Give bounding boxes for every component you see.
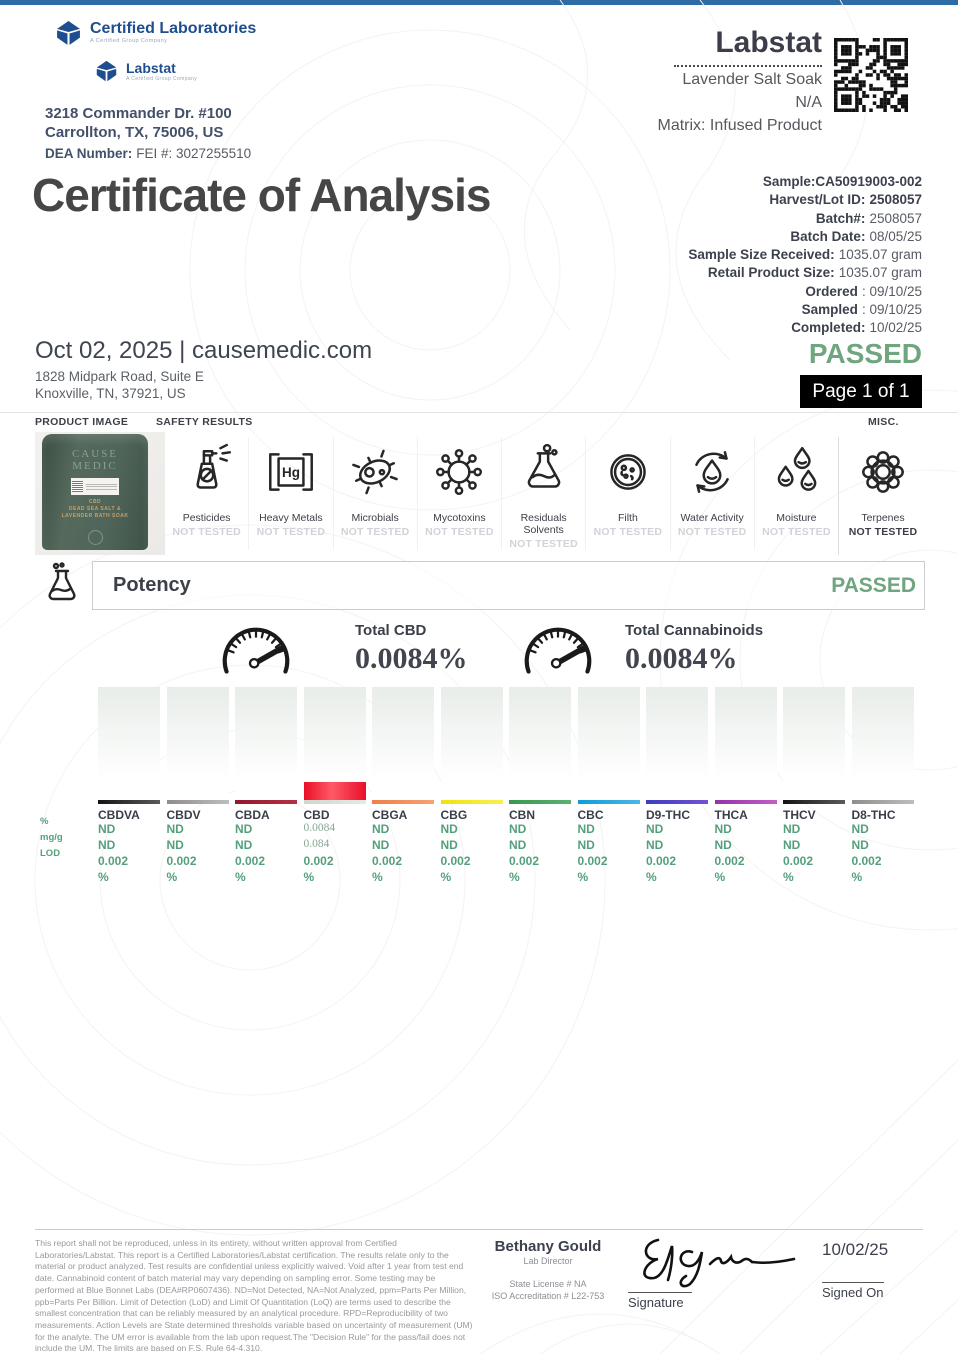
analyte-color-underline — [441, 800, 503, 804]
analyte-mgg: ND — [714, 838, 732, 852]
analyte-row-labels — [40, 814, 63, 862]
bag-gold-line3: LAVENDER BATH SOAK — [61, 513, 129, 519]
sample-info-row — [688, 246, 922, 264]
report-date-and-site: Oct 02, 2025 | causemedic.com — [35, 337, 373, 364]
sample-info-value: 2508057 — [869, 192, 922, 208]
report-product-header — [657, 26, 822, 136]
analyte-name: CBD — [303, 808, 330, 822]
safety-test-name: Microbials — [351, 512, 399, 524]
analyte-mgg: ND — [166, 838, 184, 852]
lab-address-line2: Carrollton, TX, 75006, US — [45, 124, 224, 141]
lab-name-heading: Labstat — [674, 26, 822, 67]
signer-title: Lab Director — [523, 1256, 573, 1266]
analyte-color-underline — [509, 800, 571, 804]
analyte-column-cbc — [578, 687, 640, 886]
analyte-mgg: ND — [372, 838, 390, 852]
dea-label: DEA Number: — [45, 146, 133, 161]
misc-divider — [838, 437, 839, 555]
pesticides-icon — [178, 443, 236, 501]
sample-info-label: Harvest/Lot ID: — [769, 192, 866, 208]
sample-info-row — [688, 191, 922, 209]
analyte-color-underline — [715, 800, 777, 804]
moisture-icon — [767, 443, 825, 501]
analyte-bar-track — [646, 687, 708, 800]
section-divider — [0, 412, 958, 413]
analyte-bar-track — [578, 687, 640, 800]
analyte-column-cbn — [509, 687, 571, 886]
bag-gold-line1: CBD — [88, 499, 102, 505]
analyte-name: D9-THC — [646, 808, 690, 822]
lab-address — [45, 104, 251, 163]
client-block — [35, 337, 372, 402]
analyte-column-cbdva — [98, 687, 160, 886]
analyte-lod: 0.002 — [783, 854, 814, 868]
water-activity-icon — [683, 443, 741, 501]
analyte-percent: ND — [577, 822, 595, 836]
filth-icon — [599, 443, 657, 501]
analyte-mgg: 0.084 — [303, 838, 330, 850]
cannabinoid-bar-chart — [98, 687, 920, 886]
safety-test-status: NOT TESTED — [256, 526, 326, 538]
analyte-percent: ND — [235, 822, 253, 836]
analyte-bar-track — [372, 687, 434, 800]
analyte-name: D8-THC — [851, 808, 896, 822]
analyte-column-thca — [715, 687, 777, 886]
analyte-lod: 0.002 — [509, 854, 540, 868]
analyte-lod-unit: % — [166, 870, 178, 884]
analyte-percent: ND — [783, 822, 801, 836]
analyte-bar-track — [235, 687, 297, 800]
total-cannabinoids-value: 0.0084% — [625, 642, 738, 675]
analyte-mgg: ND — [509, 838, 527, 852]
analyte-lod: 0.002 — [714, 854, 745, 868]
safety-test-status: NOT TESTED — [425, 526, 494, 538]
potency-flask-icon — [42, 562, 82, 608]
analyte-percent: ND — [98, 822, 116, 836]
safety-test-status: NOT TESTED — [509, 538, 578, 550]
analyte-color-underline — [852, 800, 914, 804]
analyte-percent: ND — [440, 822, 458, 836]
safety-test-mycotoxins — [418, 437, 502, 550]
product-photo — [35, 432, 165, 555]
analyte-mgg: ND — [783, 838, 801, 852]
sample-info-value: CA50919003-002 — [815, 174, 922, 189]
bag-gold-text — [42, 499, 148, 520]
analyte-lod-unit: % — [372, 870, 383, 884]
analyte-lod: 0.002 — [235, 854, 266, 868]
analyte-bar-track — [509, 687, 571, 800]
analyte-bar-track — [783, 687, 845, 800]
bag-label-qr — [72, 481, 83, 492]
safety-test-name: Heavy Metals — [259, 512, 323, 524]
safety-test-status: NOT TESTED — [677, 526, 747, 538]
bag-brand-line2: MEDIC — [72, 460, 118, 472]
sample-info-value: 1035.07 gram — [838, 247, 922, 263]
analyte-percent: ND — [166, 822, 184, 836]
labstat-tagline: A Certified Group Company — [126, 76, 198, 82]
analyte-bar-track — [441, 687, 503, 800]
bag-brand-text — [42, 448, 148, 472]
lab-address-line1: 3218 Commander Dr. #100 — [45, 105, 232, 122]
sample-info-label: Completed: — [791, 320, 866, 336]
analyte-name: CBN — [509, 808, 535, 822]
analyte-name: CBDVA — [98, 808, 140, 822]
sample-info-row — [688, 301, 922, 319]
analyte-percent: 0.0084 — [303, 822, 336, 834]
sample-info-value: 1035.07 gram — [838, 265, 922, 281]
analyte-mgg: ND — [235, 838, 253, 852]
signature-line — [628, 1292, 692, 1293]
certified-laboratories-logo — [55, 20, 256, 47]
analyte-bar-track — [167, 687, 229, 800]
analyte-lod: 0.002 — [851, 854, 882, 868]
sample-info-label: Batch Date: — [790, 228, 866, 244]
sample-info-row — [688, 210, 922, 228]
safety-test-name: Filth — [617, 512, 638, 524]
safety-test-terpenes — [843, 437, 923, 538]
mycotoxins-icon — [430, 443, 488, 501]
gauge-icon — [210, 620, 302, 690]
overall-status-badge: PASSED — [808, 338, 922, 369]
analyte-lod-unit: % — [303, 870, 315, 884]
analyte-color-underline — [235, 800, 297, 804]
sample-info-value: 10/02/25 — [869, 320, 922, 336]
client-address-line2: Knoxville, TN, 37921, US — [35, 386, 186, 401]
analyte-name: THCV — [783, 808, 816, 822]
analyte-mgg: ND — [646, 838, 664, 852]
client-address-line1: 1828 Midpark Road, Suite E — [35, 369, 204, 384]
gauge-icon — [512, 620, 604, 690]
analyte-percent: ND — [851, 822, 869, 836]
analyte-mgg: ND — [98, 838, 116, 852]
total-cbd-label: Total CBD — [355, 622, 427, 639]
analyte-percent: ND — [509, 822, 527, 836]
analyte-color-underline — [372, 800, 434, 804]
analyte-mgg: ND — [440, 838, 458, 852]
analyte-percent: ND — [372, 822, 390, 836]
bag-ring-logo — [88, 530, 103, 545]
matrix-type: Matrix: Infused Product — [657, 117, 822, 134]
analyte-bar-track — [852, 687, 914, 800]
labstat-diamond-icon — [95, 60, 118, 83]
sample-info-block — [688, 173, 922, 338]
product-bag — [42, 434, 148, 550]
analyte-lod-unit: % — [235, 870, 246, 884]
analyte-color-underline — [304, 800, 366, 804]
svg-text:Hg: Hg — [281, 465, 300, 481]
sample-info-row — [688, 319, 922, 337]
heavy-metals-icon — [262, 443, 320, 501]
signer-name: Bethany Gould — [494, 1238, 602, 1255]
safety-test-water-activity — [671, 437, 755, 550]
potency-status: PASSED — [831, 573, 916, 597]
total-cbd-value: 0.0084% — [355, 642, 468, 675]
safety-test-name: Mycotoxins — [433, 512, 486, 524]
residual-solvents-icon — [515, 443, 573, 501]
analyte-name: CBGA — [372, 808, 408, 822]
signature-label: Signature — [628, 1295, 684, 1310]
sample-info-row — [688, 283, 922, 301]
analyte-lod-unit: % — [577, 870, 589, 884]
analyte-lod-unit: % — [98, 870, 109, 884]
analyte-name: CBG — [440, 808, 468, 822]
terpenes-icon — [854, 443, 912, 501]
safety-test-name: Moisture — [776, 512, 817, 524]
safety-test-status: NOT TESTED — [172, 526, 241, 538]
analyte-lod-unit: % — [646, 870, 657, 884]
section-label-safety-results: SAFETY RESULTS — [156, 416, 253, 428]
state-license: State License # NA — [509, 1279, 587, 1289]
sample-info-label: Ordered — [805, 283, 858, 299]
potency-section-header — [92, 561, 925, 610]
analyte-lod-unit: % — [851, 870, 863, 884]
analyte-column-cbda — [235, 687, 297, 886]
sample-info-row — [688, 228, 922, 246]
signed-on-label: Signed On — [822, 1285, 884, 1300]
sample-info-value: : 09/10/25 — [861, 283, 922, 299]
analyte-column-cbga — [372, 687, 434, 886]
analyte-lod-unit: % — [509, 870, 520, 884]
page-title: Certificate of Analysis — [32, 169, 491, 221]
analyte-column-cbdv — [167, 687, 229, 886]
footer-divider — [35, 1229, 923, 1230]
product-alt-name: N/A — [795, 94, 822, 111]
sample-info-row — [688, 264, 922, 282]
bag-label — [71, 478, 119, 495]
analyte-percent: ND — [714, 822, 732, 836]
dea-number — [45, 144, 251, 163]
analyte-bar-track — [98, 687, 160, 800]
analyte-lod-unit: % — [440, 870, 452, 884]
safety-test-residual-solvents — [502, 437, 586, 550]
bag-label-text — [85, 482, 118, 491]
total-cbd — [355, 622, 468, 676]
analyte-lod-unit: % — [783, 870, 794, 884]
safety-results-row — [165, 437, 838, 550]
safety-test-filth — [586, 437, 670, 550]
detected-value-bar — [304, 782, 366, 800]
analyte-mgg: ND — [851, 838, 869, 852]
safety-test-status: NOT TESTED — [848, 526, 918, 538]
analyte-lod: 0.002 — [440, 854, 471, 868]
analyte-bar-track — [715, 687, 777, 800]
sample-info-label: Sample Size Received: — [688, 247, 835, 263]
total-cannabinoids-label: Total Cannabinoids — [625, 622, 764, 639]
certified-labs-tagline: A Certified Group Company — [90, 38, 168, 44]
labstat-name: Labstat — [126, 60, 176, 76]
certified-diamond-icon — [55, 20, 82, 47]
sample-info-label: Batch#: — [815, 210, 866, 226]
row-label-percent: % — [40, 816, 49, 827]
signer-block — [478, 1238, 618, 1302]
sample-info-value: 08/05/25 — [869, 228, 922, 244]
page-indicator: Page 1 of 1 — [800, 375, 922, 408]
analyte-lod: 0.002 — [646, 854, 677, 868]
analyte-lod-unit: % — [714, 870, 726, 884]
row-label-lod: LOD — [40, 848, 61, 859]
safety-test-status: NOT TESTED — [340, 526, 410, 538]
analyte-column-cbd — [304, 687, 366, 886]
sample-info-label: Sampled — [801, 302, 858, 318]
safety-test-name: Terpenes — [861, 512, 905, 524]
sample-info-value: 2508057 — [869, 210, 922, 226]
iso-accreditation: ISO Accreditation # L22-753 — [491, 1291, 605, 1301]
certified-labs-name: Certified Laboratories — [90, 20, 257, 37]
sample-info-value: : 09/10/25 — [861, 302, 922, 318]
sample-info-row — [688, 173, 922, 191]
analyte-name: CBDV — [166, 808, 201, 822]
analyte-lod: 0.002 — [303, 854, 334, 868]
safety-test-name: Pesticides — [182, 512, 231, 524]
safety-test-status: NOT TESTED — [593, 526, 663, 538]
sample-info-label: Retail Product Size: — [707, 265, 835, 281]
safety-test-pesticides — [165, 437, 249, 550]
sample-info-label: Sample: — [762, 174, 816, 189]
legal-disclaimer: This report shall not be reproduced, unless in its entirety, without written approval from Certified Laboratories/Labstat. This report is a Certified Laboratories/Labstat certification. The results relate only to the material or product analyzed. Test results are confidential unless explicitly waived. Void after 1 year from test end date. Cannabinoid content of batch material may vary depending on sampling error. Some testing may be performed at Blue Bonnet Labs (DEA#RP0607436). ND=Not Detected, NA=Not Analyzed, ppm=Parts Per Million, ppb=Parts Per Billion. Limit of Detection (LoD) and Limit Of Quantitation (LoQ) are terms used to describe the smallest concentration that can be reliably measured by an analytical procedure. RPD=Reproducibility of two measurements. Action Levels are State determined thresholds variable based on uncertainty of measurement (UM) for the analyte. The UM error is available from the lab upon request.The "Decision Rule" for the pass/fail does not include the UM. The limits are based on F.S. Rule 64-4.310. — [35, 1238, 473, 1354]
signed-on-line — [822, 1282, 884, 1283]
analyte-bar-track — [304, 687, 366, 800]
bag-gold-line2: DEAD SEA SALT & — [68, 506, 122, 512]
analyte-lod: 0.002 — [372, 854, 403, 868]
analyte-name: CBC — [577, 808, 604, 822]
section-label-misc: MISC. — [868, 416, 899, 428]
analyte-name: THCA — [714, 808, 748, 822]
safety-test-moisture — [755, 437, 838, 550]
safety-test-heavy-metals — [249, 437, 333, 550]
analyte-color-underline — [783, 800, 845, 804]
analyte-column-d9-thc — [646, 687, 708, 886]
analyte-color-underline — [646, 800, 708, 804]
safety-test-name: Residuals Solvents — [520, 512, 567, 536]
analyte-column-thcv — [783, 687, 845, 886]
safety-test-status: NOT TESTED — [762, 526, 831, 538]
analyte-lod: 0.002 — [166, 854, 197, 868]
signed-date: 10/02/25 — [822, 1240, 889, 1259]
total-cannabinoids — [625, 622, 763, 676]
section-label-product-image: PRODUCT IMAGE — [35, 416, 129, 428]
product-name: Lavender Salt Soak — [682, 71, 822, 88]
analyte-color-underline — [578, 800, 640, 804]
analyte-lod: 0.002 — [98, 854, 129, 868]
analyte-lod: 0.002 — [577, 854, 608, 868]
analyte-percent: ND — [646, 822, 664, 836]
potency-title: Potency — [113, 574, 191, 596]
analyte-column-d8-thc — [852, 687, 914, 886]
labstat-logo — [95, 60, 197, 83]
qr-code — [834, 38, 908, 112]
signature-scribble — [628, 1232, 803, 1294]
analyte-column-cbg — [441, 687, 503, 886]
analyte-name: CBDA — [235, 808, 270, 822]
microbials-icon — [346, 443, 404, 501]
safety-test-name: Water Activity — [680, 512, 744, 524]
analyte-color-underline — [98, 800, 160, 804]
bag-brand-line1: CAUSE — [71, 448, 119, 460]
client-address — [35, 368, 372, 402]
safety-test-microbials — [334, 437, 418, 550]
analyte-mgg: ND — [577, 838, 595, 852]
analyte-color-underline — [167, 800, 229, 804]
dea-value: FEI #: 3027255510 — [136, 146, 252, 161]
row-label-mgg: mg/g — [40, 832, 63, 843]
